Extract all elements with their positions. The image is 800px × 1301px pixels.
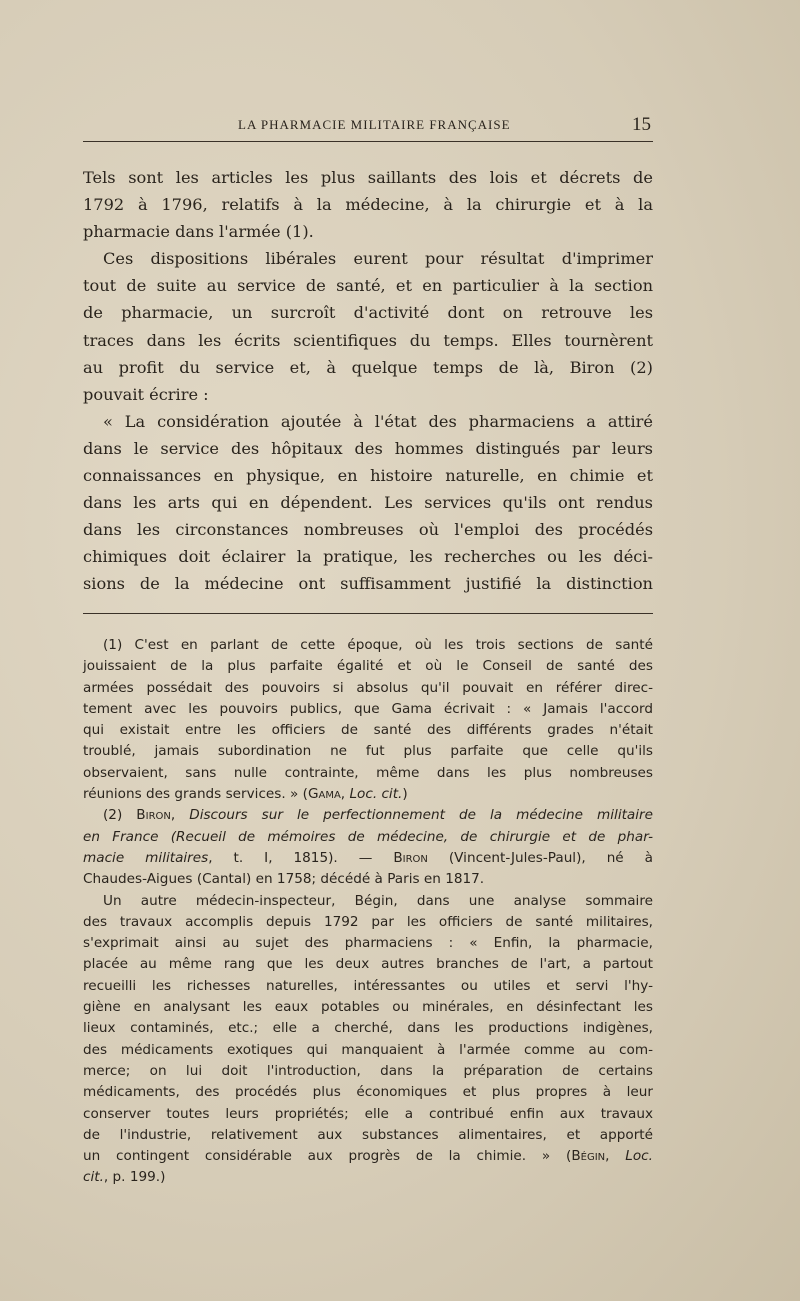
footnote-rule [83, 613, 653, 614]
footnote-text: un contingent considérable aux progrès de la chimie. » ( [83, 1148, 572, 1165]
footnote-line: tement avec les pouvoirs publics, que Gama écrivait : « Jamais l'accord [83, 700, 653, 717]
footnotes [83, 635, 653, 1189]
footnote-line: lieux contaminés, etc.; elle a cherché, dans les productions indigènes, [83, 1020, 653, 1037]
footnote-text: , [170, 807, 190, 824]
footnote-text: (2) [103, 807, 137, 824]
footnote-text: ) [402, 786, 408, 803]
page-header [83, 114, 653, 138]
footnote-line: placée au même rang que les deux autres branches de l'art, a partout [83, 956, 653, 973]
running-title: LA PHARMACIE MILITAIRE FRANÇAISE [238, 117, 511, 132]
work-title: Discours sur le perfectionnement de la médecine militaire [189, 807, 653, 824]
author-name: Biron [136, 807, 171, 824]
footnote-line: des travaux accomplis depuis 1792 par les officiers de santé militaires, [83, 913, 653, 930]
footnote-line [83, 848, 653, 869]
page-number: 15 [632, 114, 651, 135]
body-line: Ces dispositions libérales eurent pour résultat d'imprimer [103, 249, 653, 269]
body-line: chimiques doit éclairer la pratique, les recherches ou les déci- [83, 547, 653, 567]
footnote-line: merce; on lui doit l'introduction, dans la préparation de certains [83, 1062, 653, 1079]
body-line: de pharmacie, un surcroît d'activité dont on retrouve les [83, 303, 653, 323]
footnote-text: , t. I, 1815). — [208, 849, 394, 866]
body-line: Tels sont les articles les plus saillants des lois et décrets de [83, 168, 653, 187]
body-line: 1792 à 1796, relatifs à la médecine, à la chirurgie et à la [83, 195, 653, 215]
work-title: macie militaires [83, 849, 209, 866]
citation-ref: Loc. [625, 1148, 653, 1165]
author-name: Bégin [571, 1148, 606, 1165]
footnote-line: de l'industrie, relativement aux substances alimentaires, et apporté [83, 1126, 653, 1143]
footnote-2 [83, 805, 653, 890]
body-line: pharmacie dans l'armée (1). [83, 222, 314, 242]
citation-ref: cit. [83, 1169, 104, 1186]
footnote-line: armées possédait des pouvoirs si absolus qu'il pouvait en référer direc- [83, 679, 653, 696]
body-line: au profit du service et, à quelque temps de là, Biron (2) [83, 357, 653, 377]
footnote-text: , p. 199.) [103, 1169, 166, 1186]
header-rule [83, 141, 653, 142]
citation-ref: Loc. cit. [349, 786, 403, 803]
footnote-line: s'exprimait ainsi au sujet des pharmaciens : « Enfin, la pharmacie, [83, 935, 653, 952]
body-line: pouvait écrire : [83, 384, 209, 404]
work-title: en France (Recueil de mémoires de médecine, de chirurgie et de phar- [83, 828, 653, 845]
main-text [83, 164, 653, 598]
footnote-line: Chaudes-Aigues (Cantal) en 1758; décédé à Paris en 1817. [83, 871, 485, 888]
footnote-text: (Vincent-Jules-Paul), né à [427, 849, 653, 866]
author-name: Biron [393, 849, 428, 866]
body-line: dans le service des hôpitaux des hommes distingués par leurs [83, 438, 653, 458]
footnote-line: (1) C'est en parlant de cette époque, où les trois sections de santé [103, 637, 653, 653]
footnote-line: conserver toutes leurs propriétés; elle a contribué enfin aux travaux [83, 1105, 653, 1122]
footnote-line: observaient, sans nulle contrainte, même dans les plus nombreuses [83, 764, 653, 781]
author-name: Gama [307, 786, 341, 803]
footnote-line [83, 1167, 653, 1188]
footnote-line: giène en analysant les eaux potables ou minérales, en désinfectant les [83, 999, 653, 1016]
footnote-line: troublé, jamais subordination ne fut plus parfaite que celle qu'ils [83, 743, 653, 760]
footnote-line [83, 805, 653, 826]
body-line: dans les circonstances nombreuses où l'emploi des procédés [83, 520, 653, 540]
body-line: connaissances en physique, en histoire naturelle, en chimie et [83, 466, 653, 486]
footnote-3 [83, 891, 653, 1189]
footnote-1 [83, 635, 653, 805]
body-line: tout de suite au service de santé, et en particulier à la section [83, 276, 653, 296]
footnote-text: , [340, 786, 350, 803]
body-line: sions de la médecine ont suffisamment justifié la distinction [83, 574, 653, 594]
footnote-line: recueilli les richesses naturelles, intéressantes ou utiles et servi l'hy- [83, 977, 653, 994]
footnote-line: qui existait entre les officiers de santé des différents grades n'était [83, 722, 653, 739]
body-line: « La considération ajoutée à l'état des pharmaciens a attiré [103, 411, 653, 431]
footnote-line [83, 1146, 653, 1167]
footnote-text: , [605, 1148, 626, 1165]
footnote-line: médicaments, des procédés plus économiques et plus propres à leur [83, 1084, 653, 1101]
body-line: dans les arts qui en dépendent. Les services qu'ils ont rendus [83, 493, 653, 513]
footnote-line [83, 784, 653, 805]
footnote-line: des médicaments exotiques qui manquaient à l'armée comme au com- [83, 1041, 653, 1058]
footnote-text: réunions des grands services. » ( [83, 786, 308, 803]
footnote-line: Un autre médecin-inspecteur, Bégin, dans une analyse sommaire [103, 892, 653, 909]
footnote-line [83, 827, 653, 848]
body-line: traces dans les écrits scientifiques du temps. Elles tournèrent [83, 330, 653, 350]
footnote-line: jouissaient de la plus parfaite égalité et où le Conseil de santé des [83, 658, 653, 675]
